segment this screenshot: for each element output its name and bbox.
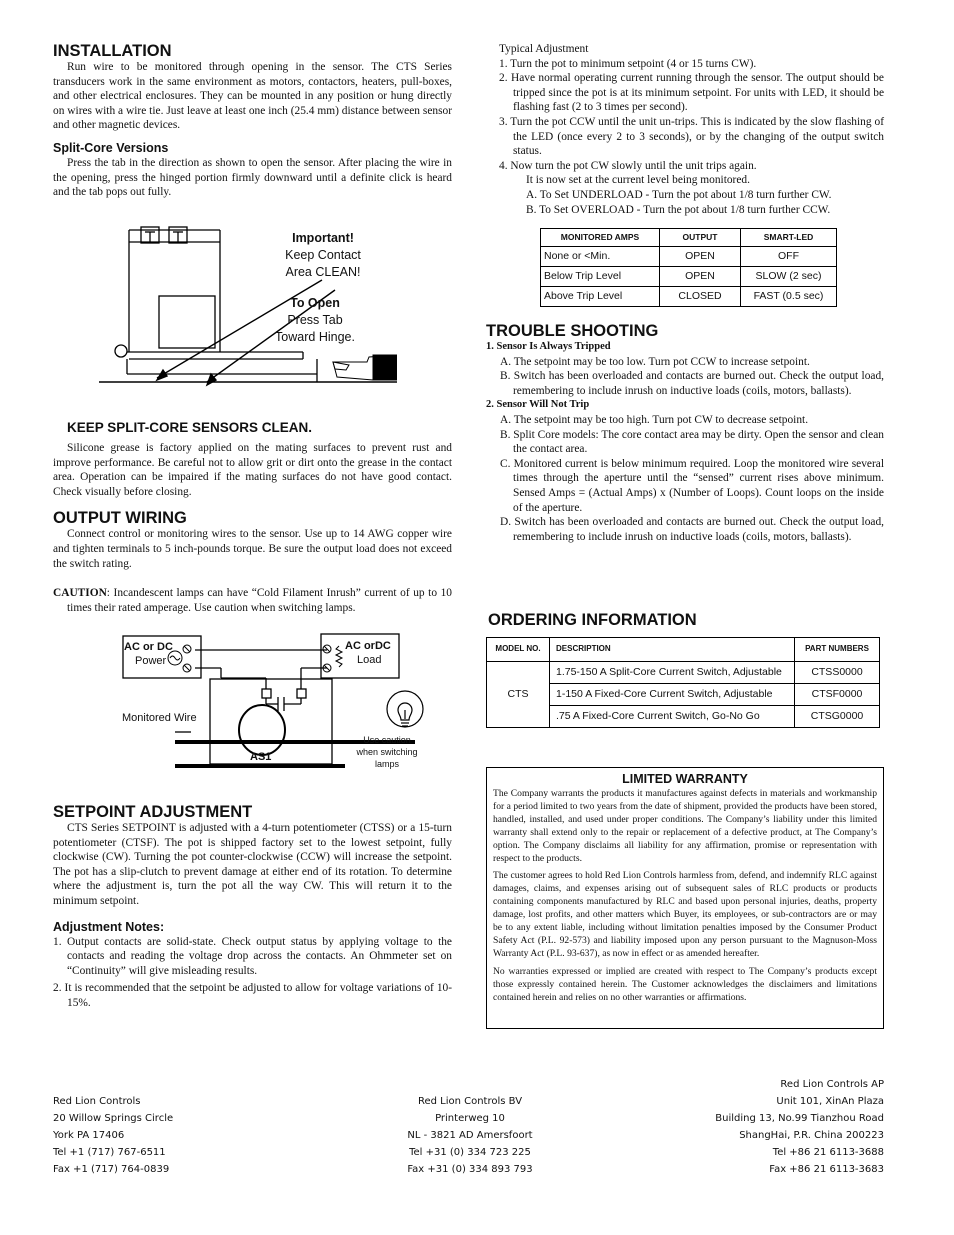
power-title: AC or DC: [124, 641, 173, 653]
ordering-model-cell: CTS: [487, 662, 550, 728]
trouble-s1-b: B. Switch has been overloaded and contacts are burned out. Check the output load, remembering to include inrush on inductive loads (coils, motors, ballasts).: [500, 370, 884, 397]
status-cell: OPEN: [660, 267, 741, 287]
status-cell: OPEN: [660, 247, 741, 267]
trouble-s2-title: 2. Sensor Will Not Trip: [486, 399, 590, 411]
trouble-s2-c: C. Monitored current is below minimum required. Loop the monitored wire several times through the aperture until the “sensed” current rises above minimum. Sensed Amps = (Actual Amps) x (Number of Loops). Count loops on the inside of the aperture.: [500, 457, 884, 514]
typical-step-4-note: It is now set at the current level being monitored.: [526, 174, 750, 187]
setpoint-heading: SETPOINT ADJUSTMENT: [53, 803, 253, 821]
important-line2: Area CLEAN!: [285, 265, 361, 279]
ordering-header-part: PART NUMBERS: [795, 638, 880, 662]
table-row: [541, 267, 837, 287]
to-open-line1: Press Tab: [287, 313, 343, 327]
caution-label: CAUTION: [53, 587, 107, 600]
important-line1: Keep Contact: [285, 248, 361, 262]
important-note: [273, 230, 373, 281]
typical-adjustment-steps: [499, 57, 884, 218]
table-row: [541, 247, 837, 267]
typical-adjustment-title: Typical Adjustment: [499, 43, 589, 55]
ordering-part-cell: CTSS0000: [795, 662, 880, 684]
ordering-description-cell: .75 A Fixed-Core Current Switch, Go-No Go: [550, 706, 795, 728]
installation-body: Run wire to be monitored through opening in the sensor. The CTS Series transducers work in the same environment as motors, contactors, heaters, pull-boxes, and other electrical enclosures. They can be mounted in any position or hung directly on wires with a wire tie. Just leave at least one inch (25.4 mm) distance between sensor and other magnetic devices.: [53, 61, 452, 132]
warranty-box: [486, 767, 884, 1029]
left-column: [53, 42, 452, 1009]
to-open-line2: Toward Hinge.: [275, 330, 355, 344]
trouble-s1-title: 1. Sensor Is Always Tripped: [486, 341, 611, 352]
monitored-wire-label: Monitored Wire: [122, 712, 197, 724]
ordering-table-header: [487, 638, 880, 662]
power-sub: Power: [135, 655, 167, 667]
status-cell: FAST (0.5 sec): [741, 287, 837, 307]
warranty-p1: The Company warrants the products it manufactures against defects in materials and workmanship for a period limited to two years from the date of shipment, provided the products have been stored, handled, installed, and used under proper conditions. The Company’s liability under this limited warranty shall extend only to the repair or replacement of a defective product, at The Company’s option. The Company disclaims all liability for any affirmation, promise or representation with respect to the products.: [493, 788, 877, 864]
status-header-amps: MONITORED AMPS: [541, 229, 660, 247]
setpoint-body: CTS Series SETPOINT is adjusted with a 4-turn potentiometer (CTSS) or a 15-turn potentiometer (CTSF). The pot is shipped factory set to the lowest setpoint, fully clockwise (CW). Turning the pot counter-clockwise (CCW) will increase the setpoint. The pot has a slip-clutch to prevent damage at either end of its rotation. To determine where the adjustment is, turn the pot all the way CW. This will return it to the minimum setpoint.: [53, 822, 452, 907]
caution-note: [53, 586, 452, 615]
status-cell: Below Trip Level: [541, 267, 660, 287]
status-table: [540, 228, 837, 307]
address-cn-line: Tel +86 21 6113-3688: [772, 1147, 884, 1158]
address-cn-line: Building 13, No.99 Tianzhou Road: [715, 1113, 884, 1124]
address-us-line: 20 Willow Springs Circle: [53, 1113, 174, 1124]
address-nl-line: Red Lion Controls BV: [417, 1096, 523, 1107]
ordering-header-description: DESCRIPTION: [550, 638, 795, 662]
load-box-label: [345, 639, 391, 667]
address-nl-line: Printerweg 10: [435, 1113, 505, 1124]
typical-step-2: 2. Have normal operating current running through the sensor. The output should be tripped since the pot is at its minimum setpoint. For units with LED, it should be flashing fast (2 to 3 times per second).: [499, 72, 884, 114]
trouble-s1-a: A. The setpoint may be too low. Turn pot CCW to increase setpoint.: [500, 355, 810, 368]
keep-clean-section: [53, 420, 452, 615]
lamp-line3: lamps: [374, 759, 399, 769]
trouble-s2-b: B. Split Core models: The core contact area may be dirty. Open the sensor and clean the contact area.: [500, 428, 884, 456]
split-core-body: Press the tab in the direction as shown to open the sensor. After placing the wire in the opening, press the hinged portion firmly downward until a definite click is heard and the tab pops out fully.: [53, 156, 452, 199]
lamp-line1: Use caution: [363, 735, 411, 745]
warranty-heading: LIMITED WARRANTY: [622, 772, 748, 786]
ordering-header-model: MODEL NO.: [487, 638, 550, 662]
table-row: [541, 287, 837, 307]
typical-step-4: 4. Now turn the pot CW slowly until the unit trips again.: [499, 159, 757, 172]
address-cn-line: Unit 101, XinAn Plaza: [776, 1096, 884, 1107]
status-table-header: [541, 229, 837, 247]
address-us-line: York PA 17406: [53, 1130, 125, 1141]
trouble-heading: TROUBLE SHOOTING: [486, 322, 659, 340]
address-us-line: Red Lion Controls: [53, 1096, 141, 1107]
ordering-part-cell: CTSG0000: [795, 706, 880, 728]
address-cn-line: Red Lion Controls AP: [780, 1079, 884, 1090]
ordering-description-cell: 1-150 A Fixed-Core Current Switch, Adjustable: [550, 684, 795, 706]
address-cn-line: Fax +86 21 6113-3683: [769, 1164, 884, 1175]
load-sub: Load: [357, 654, 382, 666]
setpoint-section: [53, 803, 452, 1011]
typical-step-4a: A. To Set UNDERLOAD - Turn the pot about 1/8 turn further CW.: [526, 188, 832, 201]
trouble-section: [486, 322, 884, 544]
load-title: AC orDC: [345, 640, 391, 652]
to-open-note: [265, 295, 365, 346]
status-cell: SLOW (2 sec): [741, 267, 837, 287]
typical-step-4b: B. To Set OVERLOAD - Turn the pot about 1/8 turn further CCW.: [526, 203, 831, 216]
keep-clean-body: Silicone grease is factory applied on the mating surfaces to prevent rust and improve performance. Be careful not to allow grit or dirt onto the grease in the contact area. Operation can be impaired if the mating surfaces do not have good contact. Check visually before closing.: [53, 442, 452, 498]
lamp-caution-note: [346, 734, 428, 770]
ordering-table: [486, 637, 880, 728]
typical-step-3: 3. Turn the pot CCW until the unit un-trips. This is indicated by the slow flashing of the LED (once every 2 to 3 seconds), or by the changing of the output switch status.: [499, 115, 884, 158]
address-us-line: Fax +1 (717) 764-0839: [53, 1164, 170, 1175]
warranty-p3: No warranties expressed or implied are created with respect to The Company’s products except those expressly contained herein. The Customer acknowledges the disclaimers and limitations contained herein and relies on no other warranties or affirmations.: [493, 965, 877, 1003]
address-cn-line: ShangHai, P.R. China 200223: [739, 1130, 884, 1141]
typical-step-1: 1. Turn the pot to minimum setpoint (4 or 15 turns CW).: [499, 57, 757, 70]
installation-heading: INSTALLATION: [53, 42, 172, 60]
adjustment-note-1: 1. Output contacts are solid-state. Check output status by applying voltage to the contacts and reading the voltage drop across the contacts. An Ohmmeter set on “Continuity” will give misleading results.: [53, 935, 452, 977]
status-header-led: SMART-LED: [741, 229, 837, 247]
caution-text: : Incandescent lamps can have “Cold Filament Inrush” current of up to 10 times their rated amperage. Use caution when switching lamps.: [67, 587, 452, 614]
status-cell: None or <Min.: [541, 247, 660, 267]
right-column: [486, 42, 884, 1003]
address-nl-line: Tel +31 (0) 334 723 225: [409, 1147, 531, 1158]
trouble-s2-d: D. Switch has been overloaded and contacts are burned out. Check the output load, remembering to include inrush on inductive loads (coils, motors, ballasts).: [500, 516, 884, 543]
hand-pressing-tab-icon: [333, 355, 397, 380]
to-open-title: To Open: [290, 296, 340, 310]
split-core-heading: Split-Core Versions: [53, 140, 169, 155]
ordering-description-cell: 1.75-150 A Split-Core Current Switch, Adjustable: [550, 662, 795, 684]
address-nl-line: Fax +31 (0) 334 893 793: [407, 1164, 533, 1175]
address-cn: [674, 1076, 884, 1178]
ordering-part-cell: CTSF0000: [795, 684, 880, 706]
important-title: Important!: [292, 231, 354, 245]
lightbulb-icon: [387, 691, 423, 727]
trouble-s2-a: A. The setpoint may be too high. Turn pot CW to decrease setpoint.: [500, 413, 809, 426]
keep-clean-heading: KEEP SPLIT-CORE SENSORS CLEAN.: [67, 420, 313, 435]
adjustment-note-2: 2. It is recommended that the setpoint be adjusted to allow for voltage variations of 10-15%.: [53, 982, 452, 1009]
power-box-label: [124, 640, 173, 668]
output-wiring-body: Connect control or monitoring wires to the sensor. Use up to 14 AWG copper wire and tighten terminals to 5 inch-pounds torque. Be sure the output load does not exceed the switch rating.: [53, 528, 452, 570]
address-us-line: Tel +1 (717) 767-6511: [53, 1147, 166, 1158]
status-header-output: OUTPUT: [660, 229, 741, 247]
address-nl-line: NL - 3821 AD Amersfoort: [407, 1130, 533, 1141]
adjustment-notes-heading: Adjustment Notes:: [53, 919, 165, 934]
address-nl: [380, 1093, 560, 1178]
address-us: [53, 1093, 173, 1178]
table-row: [487, 662, 880, 684]
status-cell: Above Trip Level: [541, 287, 660, 307]
warranty-p2: The customer agrees to hold Red Lion Controls harmless from, defend, and indemnify RLC against damages, claims, and expenses arising out of subsequent sales of RLC products or products containing components manufactured by RLC and based upon personal injuries, deaths, property damage, lost profits, and other matters which Buyer, its employees, or sub-contractors are or may be to any extent liable, including without limitation penalties imposed by the Consumer Product Safety Act (P.L. 92-573) and liability imposed upon any person pursuant to the Magnuson-Moss Warranty Act (P.L. 93-637), as now in effect or as amended hereafter.: [493, 870, 877, 959]
status-cell: OFF: [741, 247, 837, 267]
sensor-as1-label: AS1: [250, 751, 272, 763]
lamp-line2: when switching: [356, 747, 418, 757]
ordering-heading: ORDERING INFORMATION: [488, 611, 697, 629]
output-wiring-heading: OUTPUT WIRING: [53, 509, 187, 528]
status-cell: CLOSED: [660, 287, 741, 307]
